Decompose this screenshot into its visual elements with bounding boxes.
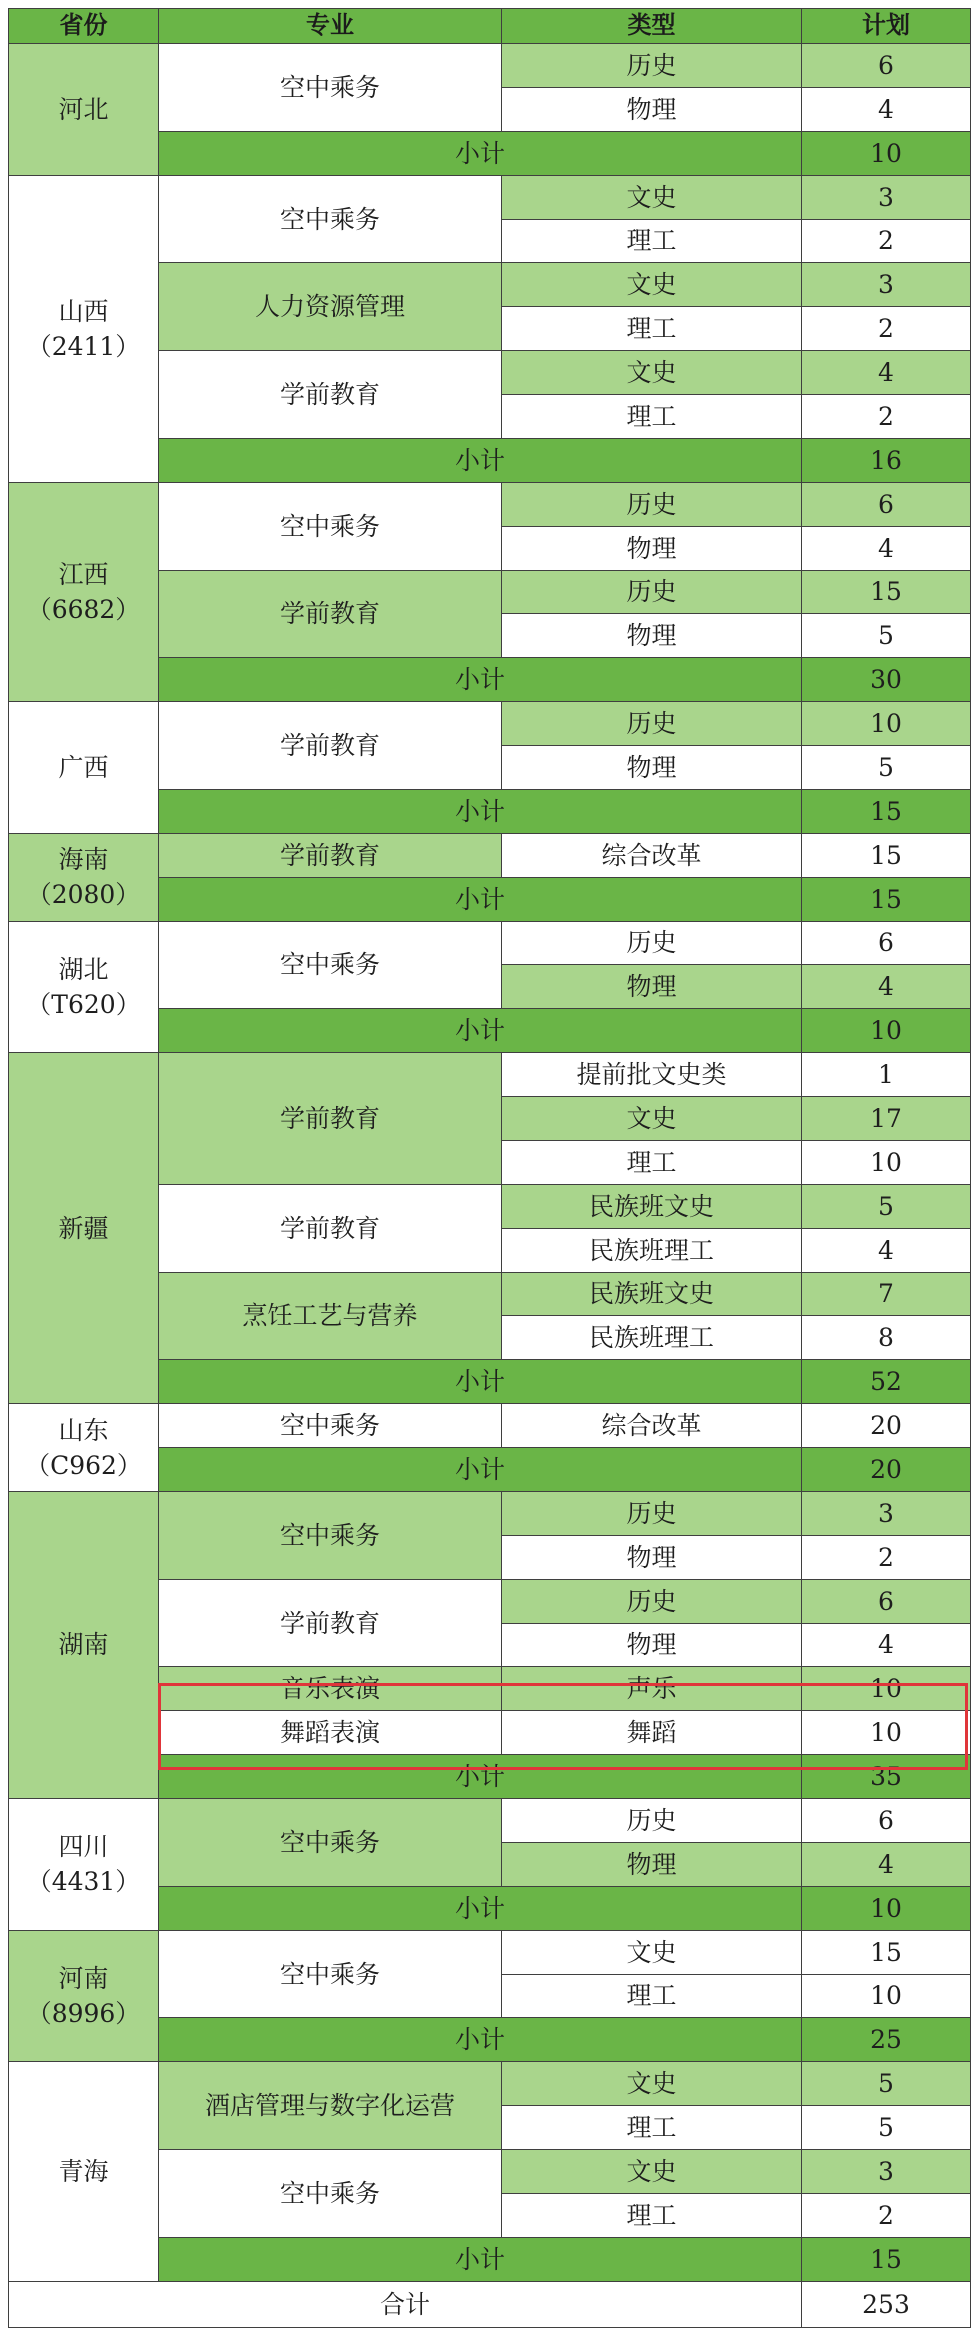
plan-cell: 5 — [802, 2062, 971, 2106]
plan-cell: 6 — [802, 44, 971, 88]
plan-cell: 4 — [802, 87, 971, 131]
plan-cell: 7 — [802, 1272, 971, 1316]
table-row — [9, 175, 971, 219]
table-row — [9, 833, 971, 877]
type-cell: 声乐 — [502, 1667, 802, 1711]
plan-cell: 10 — [802, 1711, 971, 1755]
table-row — [9, 1404, 971, 1448]
province-cell: 湖南 — [9, 1491, 159, 1798]
plan-cell: 6 — [802, 1799, 971, 1843]
type-cell: 物理 — [502, 746, 802, 790]
subtotal-label: 小计 — [159, 2237, 802, 2281]
enrollment-plan-table — [8, 8, 971, 2328]
major-cell: 学前教育 — [159, 570, 502, 658]
subtotal-label: 小计 — [159, 2018, 802, 2062]
major-cell: 烹饪工艺与营养 — [159, 1272, 502, 1360]
major-cell: 空中乘务 — [159, 1491, 502, 1579]
plan-cell: 4 — [802, 965, 971, 1009]
type-cell: 文史 — [502, 351, 802, 395]
subtotal-value: 20 — [802, 1448, 971, 1492]
subtotal-label: 小计 — [159, 1009, 802, 1053]
plan-cell: 5 — [802, 614, 971, 658]
subtotal-label: 小计 — [159, 131, 802, 175]
plan-cell: 10 — [802, 1140, 971, 1184]
major-cell: 人力资源管理 — [159, 263, 502, 351]
type-cell: 历史 — [502, 702, 802, 746]
plan-cell: 3 — [802, 1491, 971, 1535]
plan-cell: 6 — [802, 482, 971, 526]
table-row — [9, 1491, 971, 1535]
province-cell: 四川 （4431） — [9, 1799, 159, 1931]
header-province: 省份 — [9, 9, 159, 44]
table-row — [9, 921, 971, 965]
type-cell: 物理 — [502, 1535, 802, 1579]
plan-cell: 4 — [802, 1623, 971, 1667]
subtotal-value: 15 — [802, 789, 971, 833]
type-cell: 文史 — [502, 263, 802, 307]
major-cell: 学前教育 — [159, 1053, 502, 1185]
table-row — [9, 1799, 971, 1843]
major-cell: 空中乘务 — [159, 1799, 502, 1887]
major-cell: 空中乘务 — [159, 1930, 502, 2018]
province-cell: 山东 （C962） — [9, 1404, 159, 1492]
plan-cell: 2 — [802, 307, 971, 351]
province-cell: 海南 （2080） — [9, 833, 159, 921]
type-cell: 舞蹈 — [502, 1711, 802, 1755]
type-cell: 理工 — [502, 2193, 802, 2237]
plan-cell: 8 — [802, 1316, 971, 1360]
province-cell: 河南 （8996） — [9, 1930, 159, 2062]
major-cell: 学前教育 — [159, 833, 502, 877]
header-plan: 计划 — [802, 9, 971, 44]
province-cell: 河北 — [9, 44, 159, 176]
major-cell: 学前教育 — [159, 1579, 502, 1667]
type-cell: 文史 — [502, 175, 802, 219]
type-cell: 历史 — [502, 570, 802, 614]
type-cell: 民族班理工 — [502, 1228, 802, 1272]
table-row — [9, 702, 971, 746]
major-cell: 学前教育 — [159, 702, 502, 790]
subtotal-value: 35 — [802, 1755, 971, 1799]
major-cell: 音乐表演 — [159, 1667, 502, 1711]
subtotal-value: 15 — [802, 2237, 971, 2281]
plan-cell: 17 — [802, 1097, 971, 1141]
total-label: 合计 — [9, 2281, 802, 2327]
type-cell: 理工 — [502, 219, 802, 263]
table-row — [9, 2062, 971, 2106]
province-cell: 江西 （6682） — [9, 482, 159, 701]
major-cell: 舞蹈表演 — [159, 1711, 502, 1755]
province-cell: 山西 （2411） — [9, 175, 159, 482]
plan-cell: 2 — [802, 219, 971, 263]
type-cell: 文史 — [502, 1930, 802, 1974]
plan-cell: 4 — [802, 526, 971, 570]
header-row — [9, 9, 971, 44]
table-body — [9, 44, 971, 2328]
subtotal-value: 15 — [802, 877, 971, 921]
table-row — [9, 1053, 971, 1097]
type-cell: 物理 — [502, 87, 802, 131]
plan-cell: 4 — [802, 1842, 971, 1886]
plan-cell: 6 — [802, 921, 971, 965]
subtotal-label: 小计 — [159, 658, 802, 702]
plan-cell: 15 — [802, 1930, 971, 1974]
plan-cell: 5 — [802, 2106, 971, 2150]
province-cell: 广西 — [9, 702, 159, 834]
type-cell: 历史 — [502, 1491, 802, 1535]
type-cell: 综合改革 — [502, 833, 802, 877]
type-cell: 物理 — [502, 614, 802, 658]
table-row — [9, 2281, 971, 2327]
subtotal-label: 小计 — [159, 1886, 802, 1930]
plan-cell: 15 — [802, 833, 971, 877]
major-cell: 空中乘务 — [159, 482, 502, 570]
type-cell: 文史 — [502, 1097, 802, 1141]
major-cell: 空中乘务 — [159, 921, 502, 1009]
plan-cell: 10 — [802, 702, 971, 746]
type-cell: 历史 — [502, 482, 802, 526]
type-cell: 物理 — [502, 1623, 802, 1667]
type-cell: 民族班文史 — [502, 1272, 802, 1316]
type-cell: 综合改革 — [502, 1404, 802, 1448]
type-cell: 民族班文史 — [502, 1184, 802, 1228]
type-cell: 理工 — [502, 2106, 802, 2150]
major-cell: 空中乘务 — [159, 1404, 502, 1448]
type-cell: 物理 — [502, 1842, 802, 1886]
subtotal-value: 10 — [802, 1009, 971, 1053]
plan-cell: 15 — [802, 570, 971, 614]
type-cell: 历史 — [502, 44, 802, 88]
type-cell: 文史 — [502, 2150, 802, 2194]
subtotal-label: 小计 — [159, 789, 802, 833]
plan-cell: 4 — [802, 1228, 971, 1272]
header-major: 专业 — [159, 9, 502, 44]
type-cell: 理工 — [502, 307, 802, 351]
plan-cell: 4 — [802, 351, 971, 395]
plan-cell: 20 — [802, 1404, 971, 1448]
type-cell: 历史 — [502, 921, 802, 965]
subtotal-value: 10 — [802, 1886, 971, 1930]
plan-cell: 10 — [802, 1667, 971, 1711]
type-cell: 提前批文史类 — [502, 1053, 802, 1097]
major-cell: 酒店管理与数字化运营 — [159, 2062, 502, 2150]
plan-cell: 3 — [802, 2150, 971, 2194]
type-cell: 历史 — [502, 1799, 802, 1843]
plan-cell: 5 — [802, 1184, 971, 1228]
plan-cell: 3 — [802, 175, 971, 219]
type-cell: 理工 — [502, 1974, 802, 2018]
subtotal-label: 小计 — [159, 1360, 802, 1404]
subtotal-value: 10 — [802, 131, 971, 175]
table-row — [9, 1930, 971, 1974]
plan-cell: 2 — [802, 395, 971, 439]
subtotal-label: 小计 — [159, 877, 802, 921]
province-cell: 青海 — [9, 2062, 159, 2281]
major-cell: 学前教育 — [159, 1184, 502, 1272]
table-row — [9, 44, 971, 88]
total-value: 253 — [802, 2281, 971, 2327]
subtotal-value: 30 — [802, 658, 971, 702]
plan-cell: 2 — [802, 2193, 971, 2237]
header-type: 类型 — [502, 9, 802, 44]
subtotal-label: 小计 — [159, 1755, 802, 1799]
major-cell: 空中乘务 — [159, 44, 502, 132]
subtotal-value: 52 — [802, 1360, 971, 1404]
province-cell: 湖北 （T620） — [9, 921, 159, 1053]
major-cell: 学前教育 — [159, 351, 502, 439]
plan-cell: 1 — [802, 1053, 971, 1097]
type-cell: 民族班理工 — [502, 1316, 802, 1360]
type-cell: 文史 — [502, 2062, 802, 2106]
table-row — [9, 482, 971, 526]
type-cell: 物理 — [502, 965, 802, 1009]
major-cell: 空中乘务 — [159, 2150, 502, 2238]
plan-cell: 3 — [802, 263, 971, 307]
plan-cell: 2 — [802, 1535, 971, 1579]
plan-cell: 5 — [802, 746, 971, 790]
type-cell: 历史 — [502, 1579, 802, 1623]
subtotal-label: 小计 — [159, 438, 802, 482]
type-cell: 理工 — [502, 395, 802, 439]
plan-cell: 6 — [802, 1579, 971, 1623]
plan-cell: 10 — [802, 1974, 971, 2018]
major-cell: 空中乘务 — [159, 175, 502, 263]
subtotal-label: 小计 — [159, 1448, 802, 1492]
subtotal-value: 16 — [802, 438, 971, 482]
subtotal-value: 25 — [802, 2018, 971, 2062]
type-cell: 物理 — [502, 526, 802, 570]
type-cell: 理工 — [502, 1140, 802, 1184]
province-cell: 新疆 — [9, 1053, 159, 1404]
